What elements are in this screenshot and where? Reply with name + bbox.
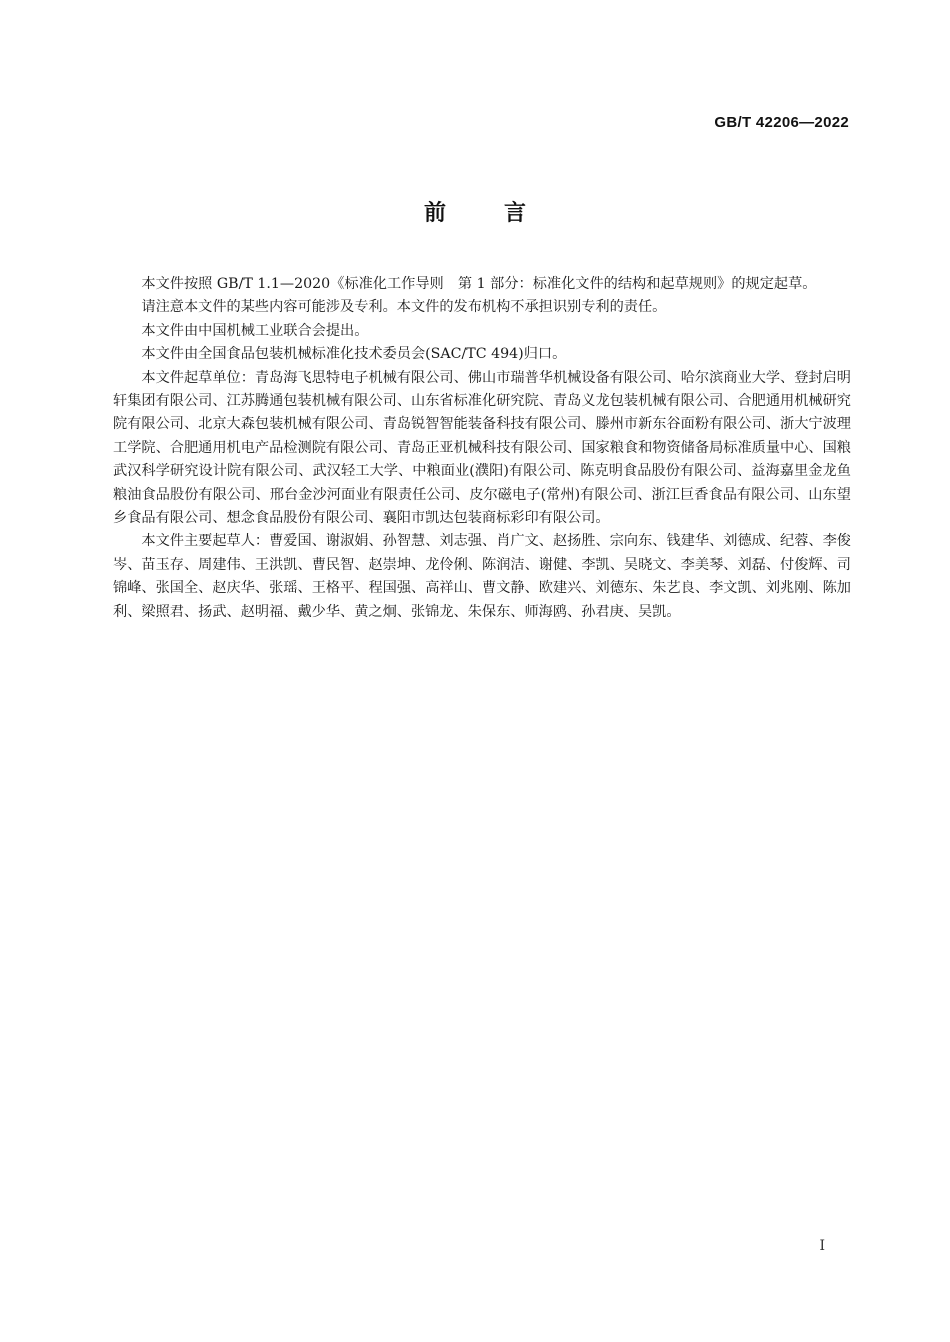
paragraph-drafting-units: 本文件起草单位：青岛海飞思特电子机械有限公司、佛山市瑞普华机械设备有限公司、哈尔滨商业大学、登封启明轩集团有限公司、江苏腾通包装机械有限公司、山东省标准化研究院、青岛义龙包装机械有限公司、合肥通用机械研究院有限公司、北京大森包装机械有限公司、青岛锐智智能装备科技有限公司、滕州市新东谷面粉有限公司、浙大宁波理工学院、合肥通用机电产品检测院有限公司、青岛正亚机械科技有限公司、国家粮食和物资储备局标准质量中心、国粮武汉科学研究设计院有限公司、武汉轻工大学、中粮面业(濮阳)有限公司、陈克明食品股份有限公司、益海嘉里金龙鱼粮油食品股份有限公司、邢台金沙河面业有限责任公司、皮尔磁电子(常州)有限公司、浙江巨香食品有限公司、山东望乡食品有限公司、想念食品股份有限公司、襄阳市凯达包装商标彩印有限公司。	[113, 369, 851, 527]
paragraph-drafters: 本文件主要起草人：曹爱国、谢淑娟、孙智慧、刘志强、肖广文、赵扬胜、宗向东、钱建华、刘德成、纪蓉、李俊岑、苗玉存、周建伟、王洪凯、曹民智、赵崇坤、龙伶俐、陈润洁、谢健、李凯、吴晓文、李美琴、刘磊、付俊辉、司锦峰、张国全、赵庆华、张瑶、王格平、程国强、高祥山、曹文静、欧建兴、刘德东、朱艺良、李文凯、刘兆刚、陈加利、梁照君、扬武、赵明福、戴少华、黄之炯、张锦龙、朱保东、师海鸥、孙君庚、吴凯。	[113, 533, 851, 620]
page-number: I	[819, 1238, 825, 1254]
standard-number: GB/T 42206—2022	[714, 114, 849, 131]
paragraph-patent-notice: 请注意本文件的某些内容可能涉及专利。本文件的发布机构不承担识别专利的责任。	[141, 299, 667, 316]
paragraph-drafting-rules: 本文件按照 GB/T 1.1—2020《标准化工作导则 第 1 部分：标准化文件的结构和起草规则》的规定起草。	[141, 276, 817, 292]
document-body	[113, 273, 851, 624]
paragraph-committee: 本文件由全国食品包装机械标准化技术委员会(SAC/TC 494)归口。	[141, 346, 567, 363]
paragraph-proposer: 本文件由中国机械工业联合会提出。	[141, 322, 369, 339]
page-title: 前言	[423, 201, 584, 226]
